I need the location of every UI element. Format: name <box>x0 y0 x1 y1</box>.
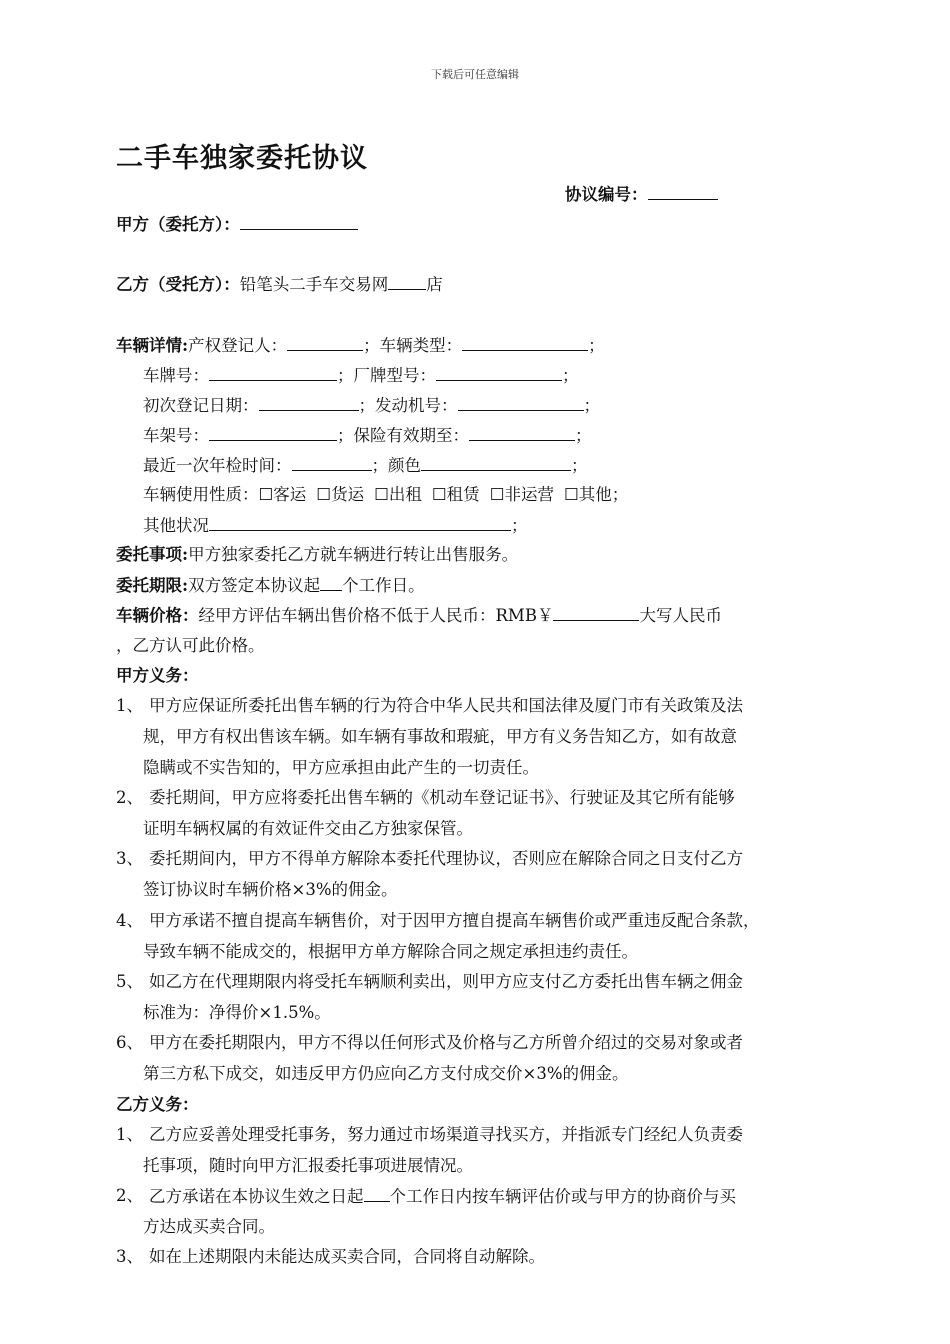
owner-label: 产权登记人： <box>188 336 288 355</box>
usage-option-passenger[interactable]: ☐客运 <box>258 485 307 504</box>
party-a-duty-1-line-1: 甲方应保证所委托出售车辆的行为符合中华人民共和国法律及厦门市有关政策及法 <box>149 696 743 715</box>
party-b-duty-1-num: 1、 <box>116 1125 143 1144</box>
party-a-duty-6-line-2: 第三方私下成交，如违反甲方仍应向乙方支付成交价×3%的佣金。 <box>143 1064 629 1083</box>
header-note: 下载后可任意编辑 <box>431 68 519 81</box>
insurance-label: 保险有效期至： <box>353 426 469 445</box>
party-a-duty-6-num: 6、 <box>116 1033 143 1052</box>
commission-period-post: 个工作日。 <box>342 576 425 595</box>
party-b-duty-3-text: 如在上述期限内未能达成买卖合同，合同将自动解除。 <box>149 1247 545 1266</box>
usage-label: 车辆使用性质： <box>143 485 259 504</box>
party-b-duty-1-line-2: 托事项，随时向甲方汇报委托事项进展情况。 <box>143 1156 473 1175</box>
separator: ； <box>363 336 380 355</box>
owner-blank <box>287 333 363 351</box>
party-b-name: 铅笔头二手车交易网 <box>239 275 389 294</box>
usage-option-other[interactable]: ☐其他； <box>563 485 629 504</box>
commission-matter-label: 委托事项: <box>116 545 189 564</box>
first-registration-blank <box>259 393 359 411</box>
party-a-duty-4-line-2: 导致车辆不能成交的，根据甲方单方解除合同之规定承担违约责任。 <box>143 942 638 961</box>
vehicle-price-colon: ： <box>182 606 199 625</box>
separator: ； <box>337 426 354 445</box>
inspection-blank <box>292 453 372 471</box>
other-condition-line <box>143 513 528 538</box>
vehicle-heading: 车辆详情: <box>116 336 189 355</box>
party-b-label: 乙方（受托方）： <box>116 275 240 294</box>
separator: ； <box>583 396 600 415</box>
separator: ； <box>358 396 375 415</box>
usage-option-lease[interactable]: ☐租赁 <box>431 485 480 504</box>
vin-label: 车架号： <box>143 426 209 445</box>
party-a-duty-2-line-2: 证明车辆权属的有效证件交由乙方独家保管。 <box>143 819 473 838</box>
party-a-duty-1-num: 1、 <box>116 696 143 715</box>
party-a-duty-3-line-2: 签订协议时车辆价格×3%的佣金。 <box>143 880 398 899</box>
commission-period-pre: 双方签定本协议起 <box>188 576 321 595</box>
separator: ； <box>588 336 605 355</box>
usage-option-non-operating[interactable]: ☐非运营 <box>489 485 554 504</box>
vehicle-details-line-1 <box>116 333 605 358</box>
plate-blank <box>209 363 337 381</box>
usage-option-taxi[interactable]: ☐出租 <box>374 485 422 504</box>
first-registration-label: 初次登记日期： <box>143 396 259 415</box>
separator: ； <box>337 366 354 385</box>
vehicle-price-line-2: ，乙方认可此价格。 <box>116 636 265 655</box>
party-a-duty-4-line-1: 甲方承诺不擅自提高车辆售价，对于因甲方擅自提高车辆售价或严重违反配合条款， <box>149 911 760 930</box>
model-label: 厂牌型号： <box>353 366 436 385</box>
vehicle-usage-line <box>143 483 628 507</box>
vehicle-type-blank <box>462 333 588 351</box>
party-a-duties-heading: 甲方义务： <box>116 666 199 685</box>
engine-blank <box>458 393 584 411</box>
plate-label: 车牌号： <box>143 366 209 385</box>
engine-label: 发动机号： <box>375 396 458 415</box>
other-condition-blank <box>209 513 511 531</box>
vehicle-details-line-3 <box>143 393 600 418</box>
usage-option-freight[interactable]: ☐货运 <box>316 485 365 504</box>
model-blank <box>436 363 562 381</box>
party-a-label: 甲方（委托方）： <box>116 215 240 234</box>
vehicle-details-line-2 <box>143 363 579 388</box>
vehicle-price-line <box>116 603 722 628</box>
insurance-blank <box>469 423 575 441</box>
party-b-store-blank <box>388 272 426 290</box>
agreement-number <box>565 182 718 207</box>
party-b-duty-1-line-1: 乙方应妥善处理受托事务，努力通过市场渠道寻找买方，并指派专门经纪人负责委 <box>149 1125 743 1144</box>
separator: ； <box>562 366 579 385</box>
party-b-duty-2-post: 个工作日内按车辆评估价或与甲方的协商价与买 <box>389 1187 736 1206</box>
party-a-duty-1-line-3: 隐瞒或不实告知的，甲方应承担由此产生的一切责任。 <box>143 758 539 777</box>
vehicle-details-line-5 <box>143 453 588 478</box>
party-a-duty-3-num: 3、 <box>116 849 143 868</box>
vehicle-type-label: 车辆类型： <box>379 336 463 355</box>
separator: ； <box>511 516 528 535</box>
vehicle-details-line-4 <box>143 423 592 448</box>
party-b-suffix: 店 <box>426 275 443 294</box>
other-condition-label: 其他状况 <box>143 516 209 535</box>
commission-matter-text: 甲方独家委托乙方就车辆进行转让出售服务。 <box>188 545 519 564</box>
color-label: 颜色 <box>388 456 421 475</box>
agreement-number-label: 协议编号： <box>565 185 648 204</box>
document-title: 二手车独家委托协议 <box>116 143 368 174</box>
party-a-duty-5-line-2: 标准为：净得价×1.5%。 <box>143 1003 331 1022</box>
party-b-duty-2-num: 2、 <box>116 1186 143 1205</box>
party-b-line <box>116 272 443 297</box>
separator: ； <box>571 456 588 475</box>
party-a-duty-5-line-1: 如乙方在代理期限内将受托车辆顺利卖出，则甲方应支付乙方委托出售车辆之佣金 <box>149 972 743 991</box>
party-b-duty-2-blank <box>364 1184 390 1202</box>
party-b-duty-2-line-1 <box>149 1184 736 1209</box>
separator: ； <box>575 426 592 445</box>
party-a-duty-3-line-1: 委托期间内，甲方不得单方解除本委托代理协议，否则应在解除合同之日支付乙方 <box>149 849 743 868</box>
commission-period-line <box>116 573 425 598</box>
vin-blank <box>209 423 337 441</box>
commission-period-blank <box>320 573 342 591</box>
party-a-line <box>116 212 358 237</box>
party-b-duty-2-line-2: 方达成买卖合同。 <box>143 1217 275 1236</box>
party-a-duty-2-line-1: 委托期间，甲方应将委托出售车辆的《机动车登记证书》、行驶证及其它所有能够 <box>149 788 735 807</box>
party-b-duties-heading: 乙方义务： <box>116 1095 199 1114</box>
agreement-number-blank <box>648 182 718 200</box>
commission-period-label: 委托期限: <box>116 576 189 595</box>
party-a-duty-1-line-2: 规，甲方有权出售该车辆。如车辆有事故和瑕疵，甲方有义务告知乙方，如有故意 <box>143 727 737 746</box>
commission-matter-line <box>116 543 518 567</box>
party-a-duty-4-num: 4、 <box>116 911 143 930</box>
party-a-duty-5-num: 5、 <box>116 972 143 991</box>
vehicle-price-label: 车辆价格 <box>116 606 182 625</box>
party-a-duty-2-num: 2、 <box>116 788 143 807</box>
party-b-duty-2-pre: 乙方承诺在本协议生效之日起 <box>149 1187 364 1206</box>
party-a-duty-6-line-1: 甲方在委托期限内，甲方不得以任何形式及价格与乙方所曾介绍过的交易对象或者 <box>149 1033 743 1052</box>
vehicle-price-upper: 大写人民币 <box>639 606 722 625</box>
inspection-label: 最近一次年检时间： <box>143 456 292 475</box>
separator: ； <box>371 456 388 475</box>
vehicle-price-text: 经甲方评估车辆出售价格不低于人民币：RMB￥ <box>198 606 554 625</box>
party-a-blank <box>240 212 358 230</box>
vehicle-price-blank <box>553 603 639 621</box>
party-b-duty-3-num: 3、 <box>116 1247 143 1266</box>
color-blank <box>421 453 571 471</box>
